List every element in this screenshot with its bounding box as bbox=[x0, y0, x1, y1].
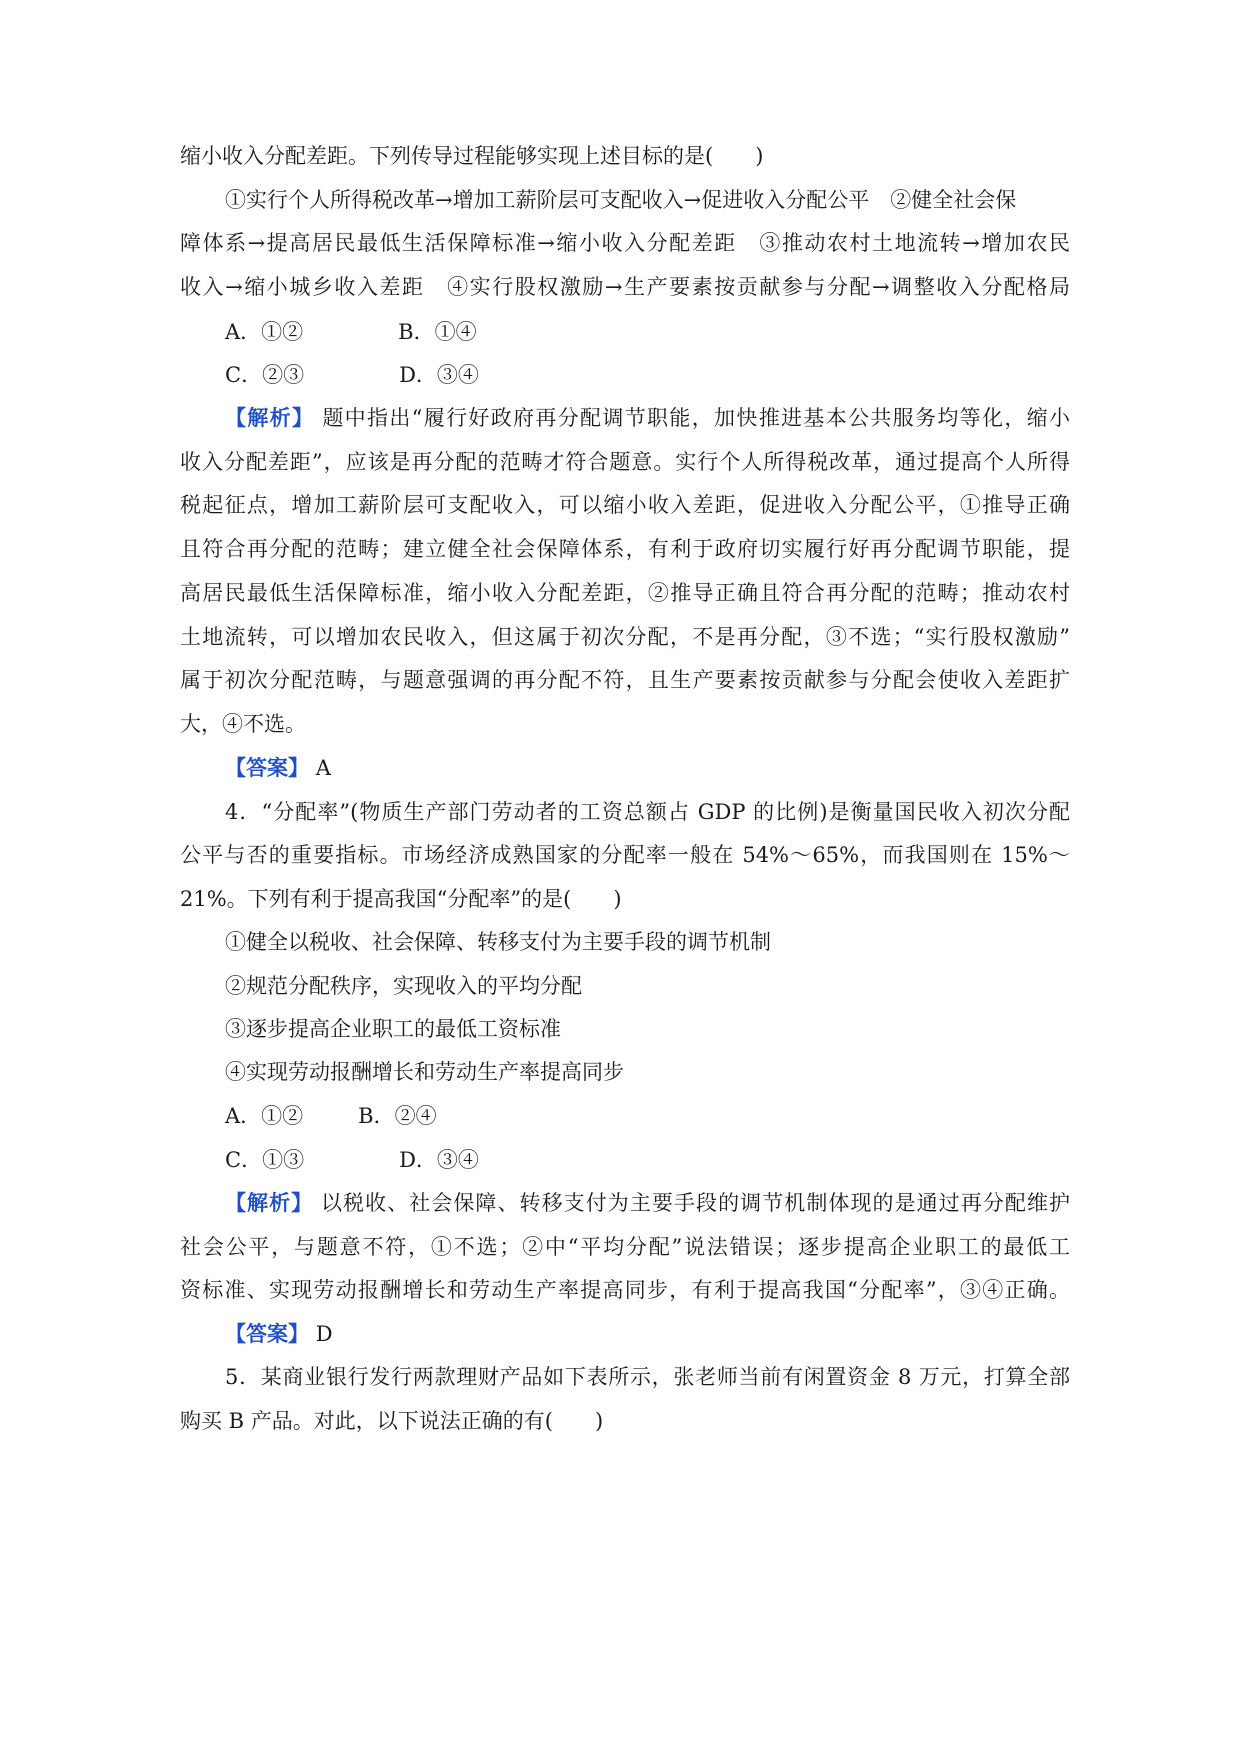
q3-statement-line: 障体系→提高居民最低生活保障标准→缩小收入分配差距 ③推动农村土地流转→增加农民 bbox=[180, 231, 1070, 255]
q4-answer bbox=[225, 1319, 1070, 1349]
q3-analysis-line: 收入分配差距”，应该是再分配的范畴才符合题意。实行个人所得税改革，通过提高个人所得 bbox=[180, 450, 1070, 474]
q4-statement: ①健全以税收、社会保障、转移支付为主要手段的调节机制 bbox=[225, 930, 771, 954]
q3-option-b: B．①④ bbox=[398, 320, 477, 344]
q4-stem-line: 21%。下列有利于提高我国“分配率”的是( ) bbox=[180, 887, 622, 911]
q3-option-c: C．②③ bbox=[225, 363, 305, 387]
q3-analysis-tag: 【解析】 bbox=[225, 405, 315, 430]
q4-statement: ③逐步提高企业职工的最低工资标准 bbox=[225, 1017, 561, 1041]
q3-analysis-line: 土地流转，可以增加农民收入，但这属于初次分配，不是再分配，③不选；“实行股权激励” bbox=[180, 625, 1070, 649]
q4-statement: ②规范分配秩序，实现收入的平均分配 bbox=[225, 974, 582, 998]
q4-options-row-2 bbox=[225, 1145, 1070, 1175]
q3-analysis-first-line bbox=[225, 403, 1070, 433]
q3-answer-tag: 【答案】 bbox=[225, 755, 309, 780]
q4-analysis-line: 资标准、实现劳动报酬增长和劳动生产率提高同步，有利于提高我国“分配率”，③④正确。 bbox=[180, 1278, 1070, 1302]
q3-options-row-1 bbox=[225, 317, 1070, 347]
q4-option-d: D．③④ bbox=[399, 1148, 479, 1172]
q3-option-a: A．①② bbox=[225, 320, 304, 344]
q3-analysis-line: 且符合再分配的范畴；建立健全社会保障体系，有利于政府切实履行好再分配调节职能，提 bbox=[180, 537, 1070, 561]
q3-statement-line: 收入→缩小城乡收入差距 ④实行股权激励→生产要素按贡献参与分配→调整收入分配格局 bbox=[180, 275, 1070, 299]
q3-analysis-line: 税起征点，增加工薪阶层可支配收入，可以缩小收入差距，促进收入分配公平，①推导正确 bbox=[180, 493, 1070, 517]
q3-answer-value: A bbox=[315, 756, 331, 780]
q4-option-a: A．①② bbox=[225, 1104, 304, 1128]
q3-answer bbox=[225, 753, 1070, 783]
q3-stem-tail: 缩小收入分配差距。下列传导过程能够实现上述目标的是( ) bbox=[180, 144, 764, 168]
q3-statement-line: ①实行个人所得税改革→增加工薪阶层可支配收入→促进收入分配公平 ②健全社会保 bbox=[225, 188, 1017, 212]
q4-option-b: B．②④ bbox=[358, 1104, 437, 1128]
q3-options-row-2 bbox=[225, 360, 1070, 390]
q3-analysis-text: 题中指出“履行好政府再分配调节职能，加快推进基本公共服务均等化，缩小 bbox=[322, 406, 1070, 430]
q4-analysis-text: 以税收、社会保障、转移支付为主要手段的调节机制体现的是通过再分配维护 bbox=[321, 1191, 1071, 1215]
q4-analysis-first-line bbox=[225, 1188, 1070, 1218]
q4-analysis-tag: 【解析】 bbox=[225, 1190, 314, 1215]
q3-analysis-line: 属于初次分配范畴，与题意强调的再分配不符，且生产要素按贡献参与分配会使收入差距扩 bbox=[180, 668, 1070, 692]
q4-option-c: C．①③ bbox=[225, 1148, 305, 1172]
q3-analysis-line: 高居民最低生活保障标准，缩小收入分配差距，②推导正确且符合再分配的范畴；推动农村 bbox=[180, 581, 1070, 605]
q5-stem-line: 购买 B 产品。对此，以下说法正确的有( ) bbox=[180, 1409, 604, 1433]
q4-analysis-line: 社会公平，与题意不符，①不选；②中“平均分配”说法错误；逐步提高企业职工的最低工 bbox=[180, 1235, 1070, 1259]
q3-option-d: D．③④ bbox=[399, 363, 479, 387]
q3-analysis-line: 大，④不选。 bbox=[180, 712, 306, 736]
q4-stem-line: 公平与否的重要指标。市场经济成熟国家的分配率一般在 54%～65%，而我国则在 15%～ bbox=[180, 843, 1070, 867]
q4-answer-value: D bbox=[315, 1322, 333, 1346]
q4-statement: ④实现劳动报酬增长和劳动生产率提高同步 bbox=[225, 1060, 624, 1084]
q4-stem-line: 4．“分配率”(物质生产部门劳动者的工资总额占 GDP 的比例)是衡量国民收入初次分配 bbox=[225, 800, 1070, 824]
q4-answer-tag: 【答案】 bbox=[225, 1321, 309, 1346]
q5-stem-line: 5．某商业银行发行两款理财产品如下表所示，张老师当前有闲置资金 8 万元，打算全部 bbox=[225, 1365, 1070, 1389]
q4-options-row-1 bbox=[225, 1101, 1070, 1131]
